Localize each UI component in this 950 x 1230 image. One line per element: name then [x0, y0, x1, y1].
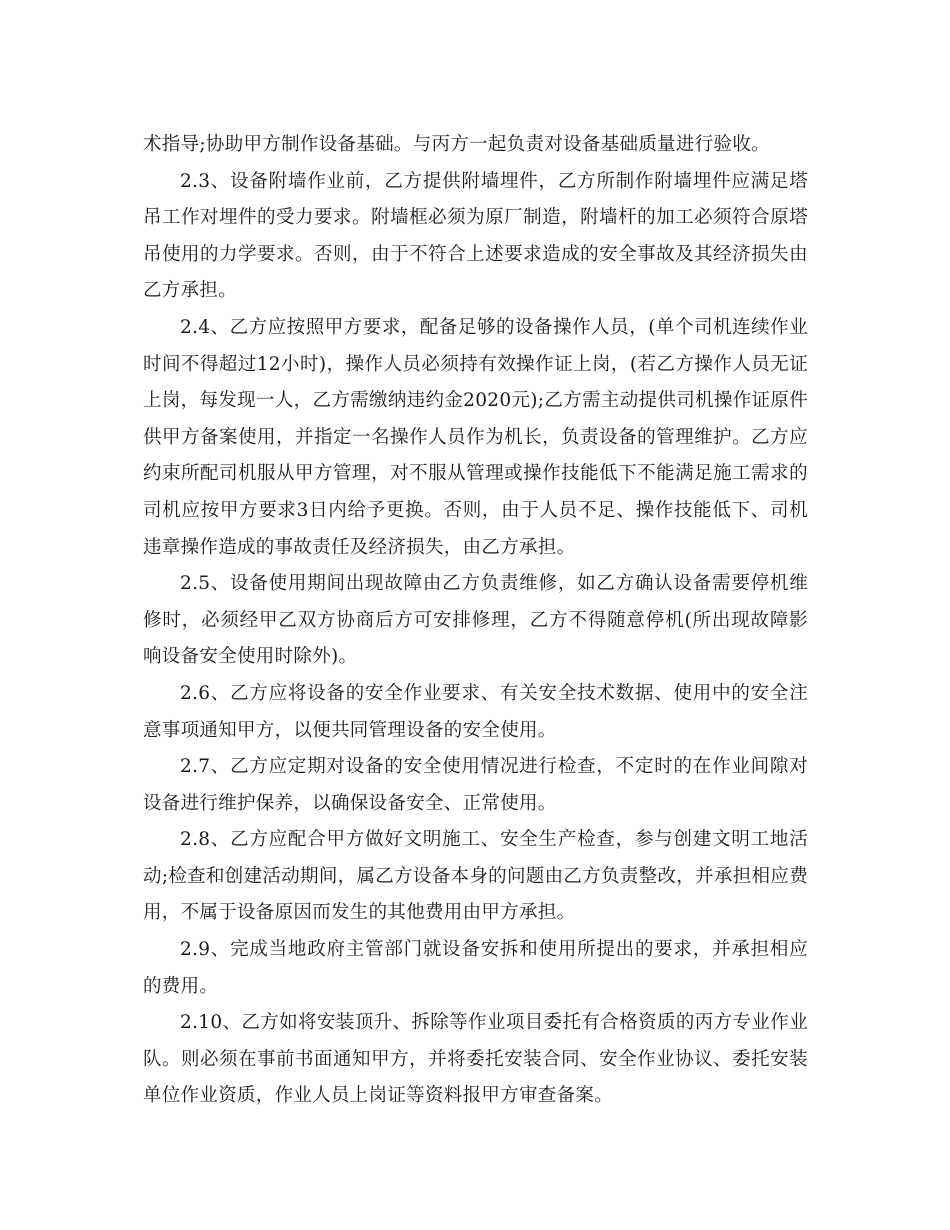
- paragraph-continuation: 术指导;协助甲方制作设备基础。与丙方一起负责对设备基础质量进行验收。: [143, 134, 770, 155]
- paragraph-2-7: 2.7、乙方应定期对设备的安全使用情况进行检查，不定时的在作业间隙对设备进行维护保养，以确保设备安全、正常使用。: [143, 756, 808, 814]
- paragraph-2-4: 2.4、乙方应按照甲方要求，配备足够的设备操作人员，(单个司机连续作业时间不得超过12小时)，操作人员必须持有效操作证上岗，(若乙方操作人员无证上岗，每发现一人，乙方需缴纳违约金2020元);乙方需主动提供司机操作证原件供甲方备案使用，并指定一名操作人员作为机长，负责设备的管理维护。乙方应约束所配司机服从甲方管理，对不服从管理或操作技能低下不能满足施工需求的司机应按甲方要求3日内给予更换。否则，由于人员不足、操作技能低下、司机违章操作造成的事故责任及经济损失，由乙方承担。: [143, 316, 808, 558]
- paragraph-2-5: 2.5、设备使用期间出现故障由乙方负责维修，如乙方确认设备需要停机维修时，必须经甲乙双方协商后方可安排修理，乙方不得随意停机(所出现故障影响设备安全使用时除外)。: [143, 573, 808, 668]
- paragraph-2-3: 2.3、设备附墙作业前，乙方提供附墙埋件，乙方所制作附墙埋件应满足塔吊工作对埋件的受力要求。附墙框必须为原厂制造，附墙杆的加工必须符合原塔吊使用的力学要求。否则，由于不符合上述要求造成的安全事故及其经济损失由乙方承担。: [143, 170, 808, 302]
- paragraph-2-8: 2.8、乙方应配合甲方做好文明施工、安全生产检查，参与创建文明工地活动;检查和创建活动期间，属乙方设备本身的问题由乙方负责整改，并承担相应费用，不属于设备原因而发生的其他费用由甲方承担。: [143, 829, 808, 924]
- document-body: [143, 127, 808, 1115]
- paragraph-2-6: 2.6、乙方应将设备的安全作业要求、有关安全技术数据、使用中的安全注意事项通知甲方，以便共同管理设备的安全使用。: [143, 682, 808, 741]
- paragraph-2-10: 2.10、乙方如将安装顶升、拆除等作业项目委托有合格资质的丙方专业作业队。则必须在事前书面通知甲方，并将委托安装合同、安全作业协议、委托安装单位作业资质，作业人员上岗证等资料报甲方审查备案。: [143, 1012, 808, 1107]
- paragraph-2-9: 2.9、完成当地政府主管部门就设备安拆和使用所提出的要求，并承担相应的费用。: [143, 939, 808, 997]
